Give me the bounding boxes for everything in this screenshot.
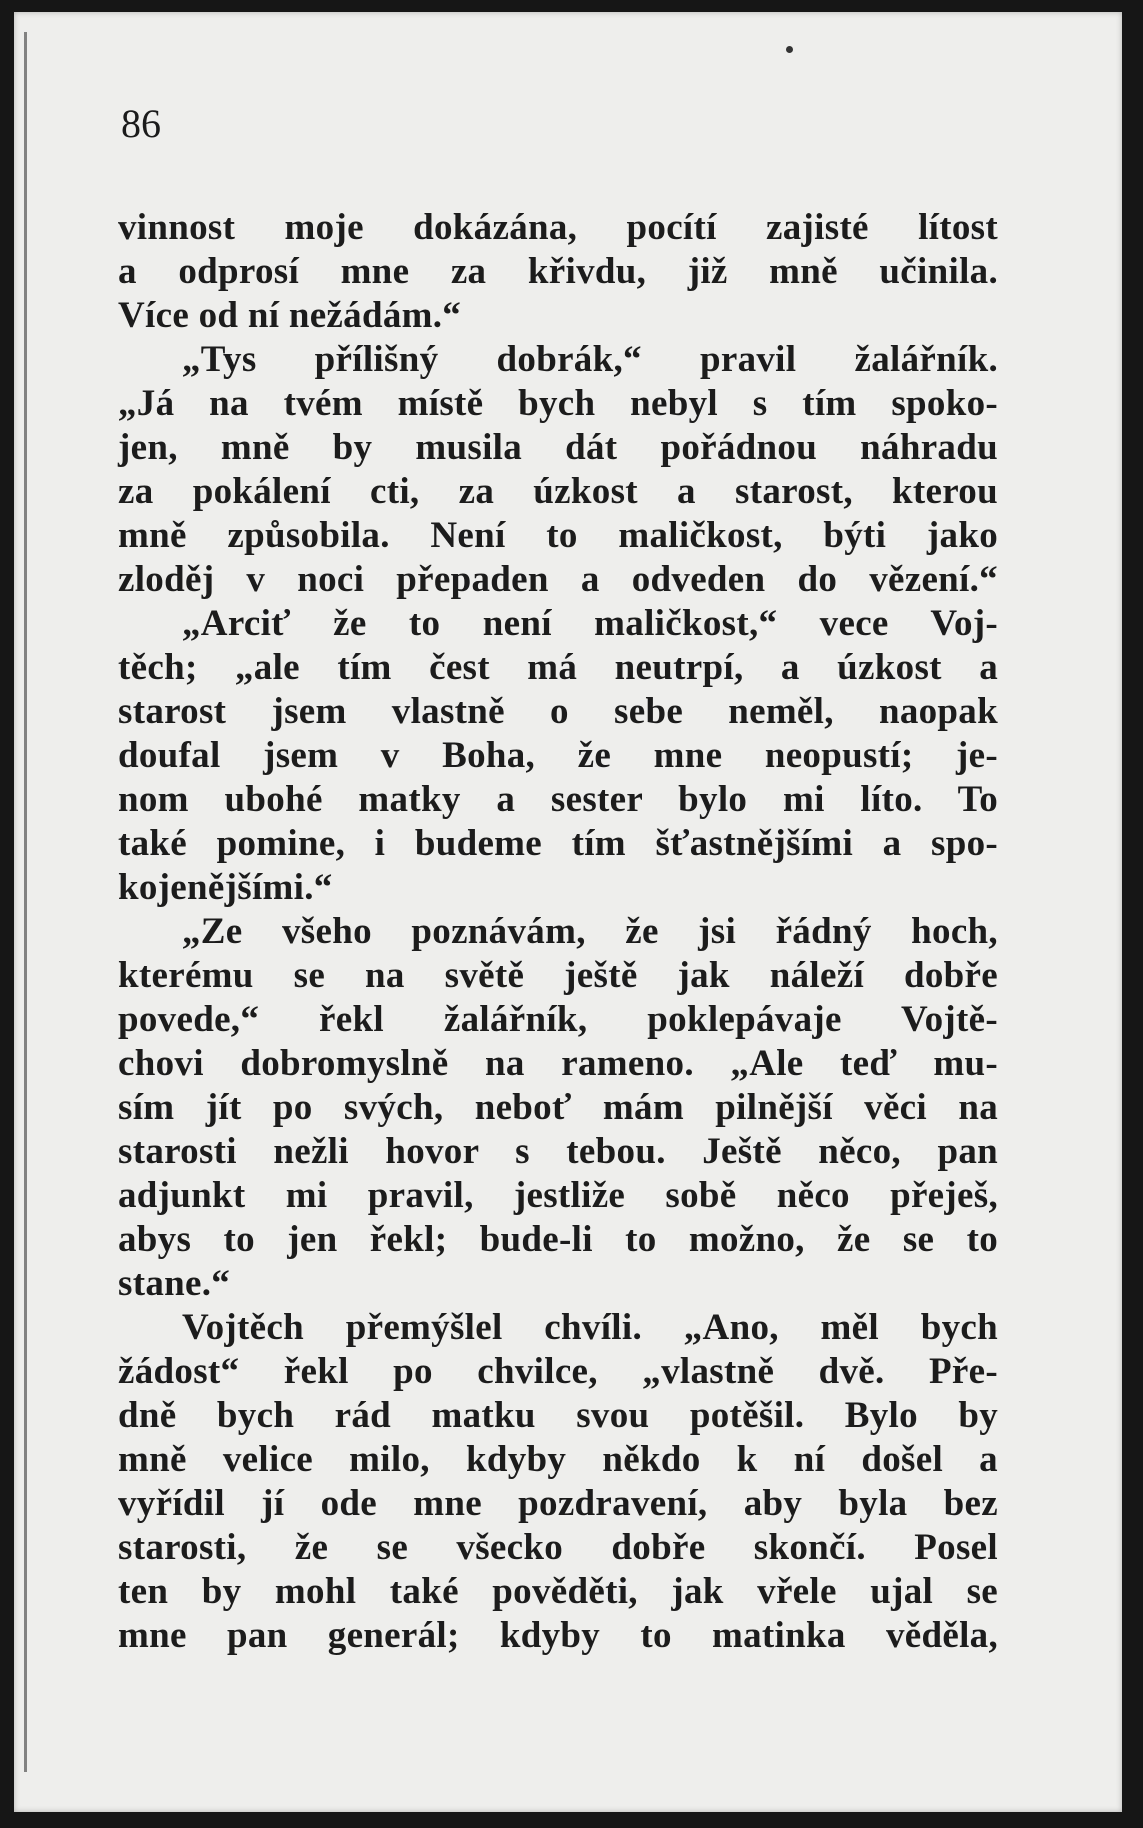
text-line: dně bych rád matku svou potěšil. Bylo by <box>118 1395 998 1436</box>
text-line: „Ze všeho poznávám, že jsi řádný hoch, <box>182 911 998 952</box>
text-line: za pokálení cti, za úzkost a starost, kterou <box>118 471 998 512</box>
text-line: doufal jsem v Boha, že mne neopustí; je- <box>118 735 998 776</box>
text-line: sím jít po svých, neboť mám pilnější věci na <box>118 1087 998 1128</box>
text-line: jen, mně by musila dát pořádnou náhradu <box>118 427 998 468</box>
text-line: „Tys přílišný dobrák,“ pravil žalářník. <box>182 339 998 380</box>
text-line: starost jsem vlastně o sebe neměl, naopak <box>118 691 998 732</box>
paper-speck <box>786 46 793 53</box>
text-line: stane.“ <box>118 1263 231 1304</box>
text-line: zloděj v noci přepaden a odveden do vězení.“ <box>118 559 998 600</box>
text-line: mne pan generál; kdyby to matinka věděla, <box>118 1615 998 1656</box>
text-line: také pomine, i budeme tím šťastnějšími a spo- <box>118 823 998 864</box>
body-text <box>118 206 998 1658</box>
text-line: starosti, že se všecko dobře skončí. Posel <box>118 1527 998 1568</box>
text-line: vinnost moje dokázána, pocítí zajisté lítost <box>118 207 998 248</box>
text-line: ten by mohl také pověděti, jak vřele ujal se <box>118 1571 998 1612</box>
binding-edge <box>24 32 27 1772</box>
text-line: Více od ní nežádám.“ <box>118 295 462 336</box>
text-line: Vojtěch přemýšlel chvíli. „Ano, měl bych <box>182 1307 998 1348</box>
text-line: mně způsobila. Není to maličkost, býti jako <box>118 515 998 556</box>
text-line: „Arciť že to není maličkost,“ vece Voj- <box>182 603 998 644</box>
text-line: mně velice milo, kdyby někdo k ní došel a <box>118 1439 998 1480</box>
text-line: kojenějšími.“ <box>118 867 333 908</box>
text-line: vyřídil jí ode mne pozdravení, aby byla bez <box>118 1483 998 1524</box>
text-line: „Já na tvém místě bych nebyl s tím spoko- <box>118 383 998 424</box>
text-line: kterému se na světě ještě jak náleží dobře <box>118 955 998 996</box>
text-line: a odprosí mne za křivdu, již mně učinila. <box>118 251 998 292</box>
text-line: abys to jen řekl; bude-li to možno, že se to <box>118 1219 998 1260</box>
text-line: těch; „ale tím čest má neutrpí, a úzkost a <box>118 647 998 688</box>
text-line: žádost“ řekl po chvilce, „vlastně dvě. Pře- <box>118 1351 998 1392</box>
text-line: chovi dobromyslně na rameno. „Ale teď mu- <box>118 1043 998 1084</box>
text-line: povede,“ řekl žalářník, poklepávaje Vojtě- <box>118 999 998 1040</box>
text-line: adjunkt mi pravil, jestliže sobě něco přeješ, <box>118 1175 998 1216</box>
page-number: 86 <box>121 101 161 146</box>
text-line: nom ubohé matky a sester bylo mi líto. To <box>118 779 998 820</box>
text-line: starosti nežli hovor s tebou. Ještě něco, pan <box>118 1131 998 1172</box>
